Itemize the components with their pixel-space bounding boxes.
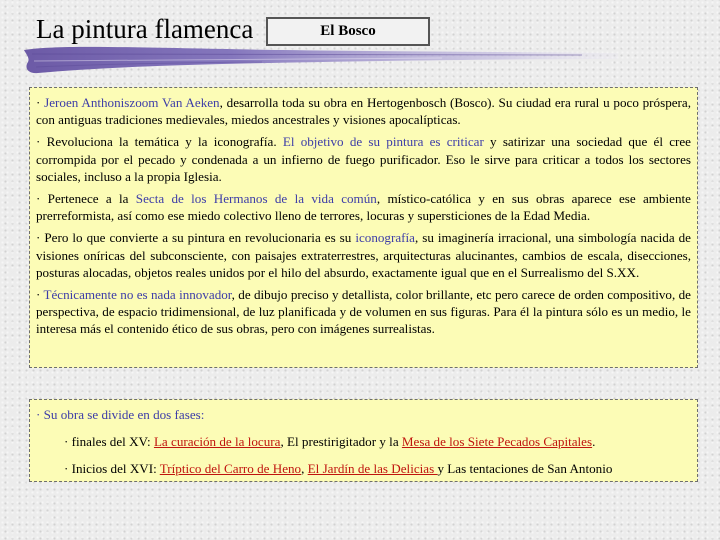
page-title: La pintura flamenca (36, 14, 254, 44)
paragraph-text: , desarrolla toda su obra en Hertogenbosch (Bosco). Su ciudad era rural u poco próspera, con antiguas tradiciones medievales, miedos ancestrales y visiones apocalípticas. (36, 95, 691, 128)
phase-late-xv (64, 433, 691, 450)
paragraph-text: , su imaginería irracional, una simbología nacida de visiones oníricas del subconsciente, con paisajes extraterrestres, arquitecturas alucinantes, cambios de escala, disecciones, posturas alocadas, objetos reales unidos por el hilo del absurdo, exactamente igual que en el Surrealismo del S.XX. (36, 230, 691, 280)
phase-text: · Inicios del XVI: (64, 461, 160, 477)
phase-text: · finales del XV: (64, 434, 154, 450)
phase-early-xvi (64, 460, 691, 477)
paragraph-iconography (36, 229, 691, 281)
phases-heading: · Su obra se divide en dos fases: (36, 407, 205, 422)
bullet-text: · (36, 287, 44, 303)
highlight-artist-name: Jeroen Anthoniszoom Van Aeken (44, 95, 220, 110)
paragraph-text: , de dibujo preciso y detallista, color brillante, etc pero carece de orden compositivo, de perspectiva, de espacio tridimensional, de luz planificada y de volumen en sus figuras. Para él la pintura sólo es un medio, le interesa más el contenido ético de sus obras, pero con imágenes surrealistas. (36, 287, 691, 337)
highlight-sect: Secta de los Hermanos de la vida común (135, 191, 377, 207)
artwork-link-jardin-delicias[interactable]: El Jardín de las Delicias (307, 461, 438, 477)
paragraph-text: · Pertenece a la (36, 191, 136, 207)
bullet-text: · (36, 95, 45, 110)
paragraph-origin (36, 94, 691, 128)
paragraph-text: · Revoluciona la temática y la iconografía. (36, 134, 283, 150)
phase-text: y Las tentaciones de San Antonio (437, 461, 613, 477)
artwork-link-mesa-pecados[interactable]: Mesa de los Siete Pecados Capitales (401, 434, 593, 450)
paragraph-technique (36, 286, 691, 338)
artwork-link-carro-heno[interactable]: Tríptico del Carro de Heno (159, 461, 302, 477)
content-box-phases (29, 399, 698, 482)
phase-text: , El prestirigitador y la (280, 434, 402, 450)
paragraph-text: · Pero lo que convierte a su pintura en revolucionaria es su (36, 230, 356, 246)
paragraph-text: y satirizar una sociedad que él cree corrompida por el pecado y condenada a un infierno de fuego purificador. Eso le sirve para criticar a todos los sectores sociales, incluso a la propia Iglesia. (36, 134, 691, 184)
highlight-iconography: iconografía (355, 230, 415, 246)
highlight-objective: El objetivo de su pintura es criticar (282, 134, 484, 150)
paragraph-sect (36, 190, 691, 224)
paragraph-text: , místico-católica y en sus obras aparece ese ambiente prerreformista, así como ese miedo colectivo lleno de terrores, locuras y supersticiones de la Edad Media. (36, 191, 691, 224)
section-badge: El Bosco (266, 17, 430, 46)
artwork-link-curacion-locura[interactable]: La curación de la locura (153, 434, 281, 450)
brush-stroke-decoration (22, 44, 620, 76)
highlight-technique: Técnicamente no es nada innovador (43, 287, 232, 303)
phase-text: . (592, 434, 596, 450)
content-box-biography (29, 87, 698, 368)
paragraph-themes (36, 133, 691, 185)
phase-text: , (301, 461, 308, 477)
